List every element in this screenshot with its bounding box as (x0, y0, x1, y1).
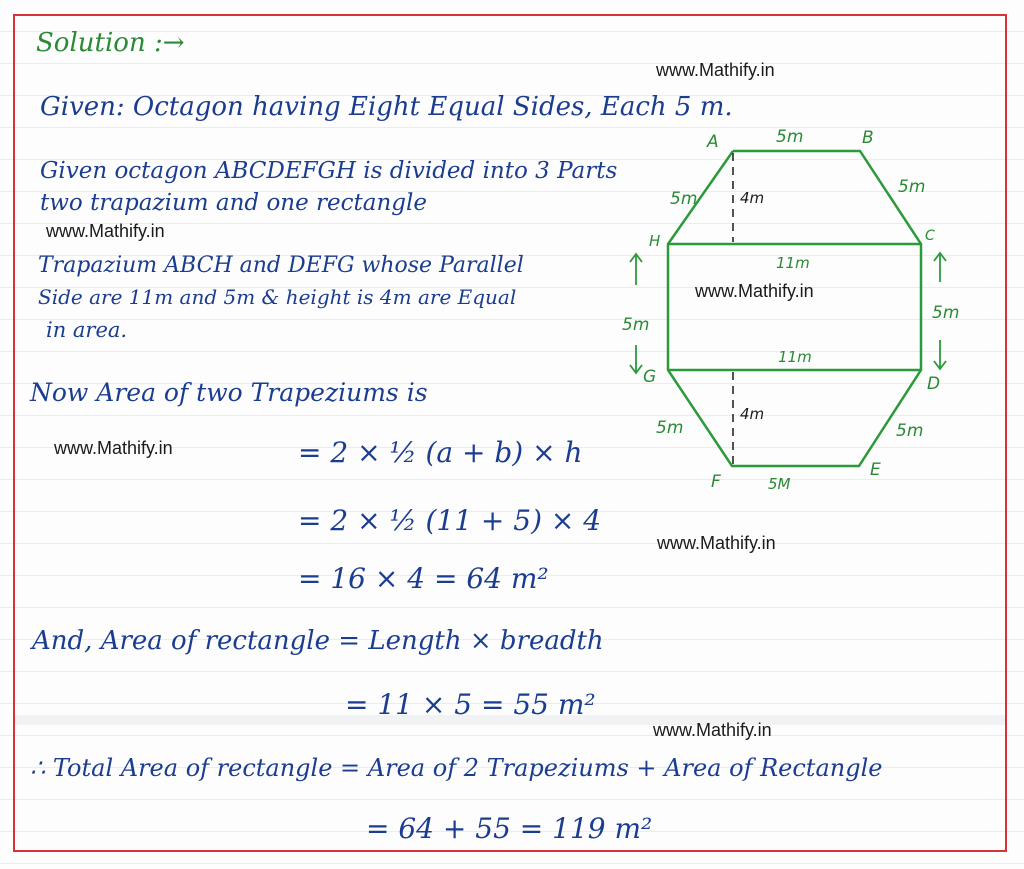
watermark-bottom: www.Mathify.in (653, 720, 772, 740)
vertex-f: F (711, 472, 721, 492)
equation-3: = 16 × 4 = 64 m² (298, 562, 549, 595)
label-top-side: 5m (776, 127, 804, 147)
now-area-line: Now Area of two Trapeziums is (30, 378, 428, 407)
label-rect-left: 5m (622, 315, 650, 335)
label-left-bottom-side: 5m (656, 418, 684, 438)
label-left-top-side: 5m (670, 189, 698, 209)
division-line-2: two trapazium and one rectangle (40, 190, 427, 216)
division-line-1: Given octagon ABCDEFGH is divided into 3 Parts (40, 158, 618, 184)
label-height-bottom: 4m (740, 405, 765, 423)
total-area-line: ∴ Total Area of rectangle = Area of 2 Trapeziums + Area of Rectangle (30, 754, 883, 782)
vertex-g: G (643, 367, 657, 387)
vertex-a: A (707, 132, 719, 152)
label-bottom-side: 5M (768, 475, 791, 493)
watermark-center: www.Mathify.in (695, 281, 814, 301)
vertex-b: B (862, 128, 874, 148)
label-height-top: 4m (740, 189, 765, 207)
solution-frame (13, 14, 1007, 852)
solution-heading: Solution :→ (36, 28, 185, 58)
watermark-mid-right: www.Mathify.in (657, 533, 776, 553)
watermark-mid-left: www.Mathify.in (54, 438, 173, 458)
rectangle-area-line: And, Area of rectangle = Length × breadth (32, 626, 604, 656)
total-area-equation: = 64 + 55 = 119 m² (366, 812, 653, 845)
vertex-c: C (925, 228, 935, 244)
watermark-left: www.Mathify.in (46, 221, 165, 241)
rectangle-area-equation: = 11 × 5 = 55 m² (345, 688, 596, 721)
vertex-h: H (649, 232, 661, 250)
vertex-e: E (870, 460, 881, 480)
label-rect-top: 11m (776, 254, 810, 272)
equation-1: = 2 × ½ (a + b) × h (298, 436, 583, 469)
label-right-bottom-side: 5m (896, 421, 924, 441)
label-right-top-side: 5m (898, 177, 926, 197)
trapezium-line-2: Side are 11m and 5m & height is 4m are Equal (38, 285, 517, 309)
label-rect-right: 5m (932, 303, 960, 323)
vertex-d: D (927, 374, 941, 394)
label-rect-bottom: 11m (778, 348, 812, 366)
watermark-top-right: www.Mathify.in (656, 60, 775, 80)
trapezium-line-1: Trapazium ABCH and DEFG whose Parallel (38, 253, 524, 278)
equation-2: = 2 × ½ (11 + 5) × 4 (298, 504, 602, 537)
trapezium-line-3: in area. (46, 318, 128, 342)
given-line: Given: Octagon having Eight Equal Sides, Each 5 m. (40, 92, 733, 122)
